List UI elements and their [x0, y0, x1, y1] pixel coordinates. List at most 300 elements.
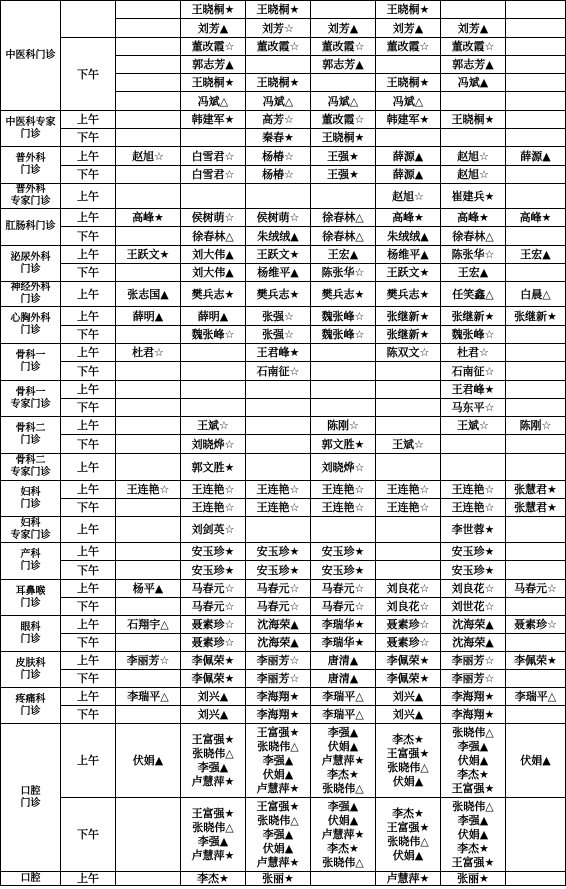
doctor-cell: 李佩荣★ — [376, 652, 441, 670]
schedule-row — [1, 166, 566, 184]
session-label-cell: 上午 — [61, 184, 116, 209]
schedule-row — [1, 282, 566, 307]
doctor-cell: 唐清▲ — [311, 670, 376, 688]
doctor-name: 王富强★ — [386, 746, 430, 760]
doctor-cell — [376, 561, 441, 580]
session-label-cell: 上午 — [61, 481, 116, 499]
doctor-cell — [116, 543, 181, 561]
doctor-cell: 董改霞☆ — [181, 38, 246, 56]
doctor-cell: 王晓桐★ — [376, 1, 441, 19]
session-label-cell: 下午 — [61, 634, 116, 652]
doctor-cell — [376, 56, 441, 74]
session-label-cell: 下午 — [61, 38, 116, 111]
dept-label-line: 口腔 — [20, 872, 41, 884]
doctor-cell — [116, 19, 181, 38]
doctor-cell: 张丽★ — [441, 872, 506, 886]
doctor-cell: 陈双文☆ — [376, 344, 441, 362]
doctor-name: 卢慧萍★ — [191, 848, 235, 862]
dept-cell — [1, 517, 61, 543]
doctor-cell — [181, 798, 246, 872]
dept-label-line: 中医科门诊 — [5, 49, 56, 61]
doctor-cell: 杨椿☆ — [246, 147, 311, 166]
doctor-name: 李强▲ — [457, 739, 489, 753]
dept-label-line: 骨科二 — [15, 455, 46, 466]
doctor-cell: 樊兵志★ — [246, 282, 311, 307]
dept-label-line: 骨科一 — [15, 350, 46, 361]
doctor-cell — [116, 670, 181, 688]
doctor-cell: 刘芳▲ — [181, 19, 246, 38]
schedule-row — [1, 307, 566, 326]
doctor-cell — [506, 543, 566, 561]
schedule-body — [1, 1, 566, 886]
doctor-cell — [506, 326, 566, 344]
session-label-cell: 下午 — [61, 264, 116, 282]
dept-cell — [1, 344, 61, 381]
dept-cell — [1, 184, 61, 209]
doctor-cell — [246, 798, 311, 872]
schedule-row — [1, 38, 566, 56]
doctor-cell: 王晓桐★ — [311, 129, 376, 147]
doctor-cell — [116, 129, 181, 147]
doctor-cell: 李丽芳☆ — [246, 670, 311, 688]
dept-cell — [1, 652, 61, 688]
schedule-row — [1, 326, 566, 344]
dept-cell — [1, 688, 61, 724]
doctor-cell: 王连艳☆ — [376, 499, 441, 517]
doctor-cell — [311, 362, 376, 381]
session-label-cell: 下午 — [61, 326, 116, 344]
schedule-row — [1, 561, 566, 580]
doctor-cell — [116, 184, 181, 209]
doctor-cell — [506, 381, 566, 399]
doctor-cell: 王强★ — [311, 166, 376, 184]
doctor-cell: 李海翔★ — [441, 688, 506, 706]
doctor-cell: 沈海荣▲ — [441, 616, 506, 634]
doctor-cell — [376, 399, 441, 417]
doctor-cell — [116, 561, 181, 580]
schedule-row — [1, 616, 566, 634]
doctor-cell: 魏张峰☆ — [441, 326, 506, 344]
doctor-cell: 聂素珍☆ — [181, 616, 246, 634]
doctor-cell: 聂素珍☆ — [181, 634, 246, 652]
session-label-cell: 上午 — [61, 282, 116, 307]
doctor-cell — [506, 561, 566, 580]
doctor-cell: 王晓桐★ — [376, 74, 441, 92]
doctor-cell: 郭志芳▲ — [181, 56, 246, 74]
doctor-cell: 冯斌△ — [246, 92, 311, 111]
doctor-name: 张晓伟△ — [452, 725, 494, 739]
dept-label-line: 门诊 — [20, 633, 41, 645]
doctor-cell — [376, 417, 441, 435]
doctor-cell: 张丽★ — [246, 872, 311, 886]
session-label-cell: 下午 — [61, 435, 116, 454]
doctor-cell: 张志国▲ — [116, 282, 181, 307]
doctor-cell: 陈刚☆ — [506, 417, 566, 435]
schedule-row — [1, 147, 566, 166]
doctor-cell: 王连艳☆ — [116, 481, 181, 499]
doctor-cell: 李丽芳☆ — [441, 652, 506, 670]
doctor-cell: 郭文胜★ — [311, 435, 376, 454]
doctor-cell — [441, 1, 506, 19]
doctor-cell — [116, 74, 181, 92]
doctor-cell: 董改霞☆ — [311, 111, 376, 129]
doctor-cell: 安玉珍★ — [181, 561, 246, 580]
doctor-cell — [311, 798, 376, 872]
doctor-cell: 白雪君☆ — [181, 166, 246, 184]
doctor-cell — [116, 454, 181, 481]
session-label-cell: 下午 — [61, 362, 116, 381]
doctor-name: 伏娟▲ — [327, 739, 359, 753]
doctor-cell — [181, 184, 246, 209]
doctor-cell — [246, 454, 311, 481]
doctor-cell: 张继新★ — [376, 326, 441, 344]
doctor-name: 王富强★ — [386, 820, 430, 834]
doctor-name: 王富强★ — [451, 781, 495, 795]
doctor-name: 李强▲ — [197, 760, 229, 774]
doctor-cell: 唐清▲ — [311, 652, 376, 670]
doctor-cell: 樊兵志★ — [181, 282, 246, 307]
schedule-row — [1, 652, 566, 670]
dept-label-line: 心胸外科 — [10, 313, 51, 324]
doctor-cell: 高峰★ — [506, 209, 566, 227]
doctor-cell — [181, 344, 246, 362]
doctor-cell: 李瑞平△ — [116, 688, 181, 706]
doctor-cell: 杜君☆ — [116, 344, 181, 362]
schedule-row — [1, 264, 566, 282]
doctor-cell — [116, 166, 181, 184]
doctor-cell: 李杰★ — [181, 872, 246, 886]
doctor-name: 伏娟▲ — [457, 827, 489, 841]
session-label-cell: 下午 — [61, 598, 116, 616]
dept-label-line: 口腔 — [20, 785, 41, 797]
doctor-cell — [116, 92, 181, 111]
doctor-cell — [441, 798, 506, 872]
doctor-cell: 马东平☆ — [441, 399, 506, 417]
doctor-cell — [311, 184, 376, 209]
schedule-row — [1, 381, 566, 399]
doctor-cell — [116, 111, 181, 129]
doctor-cell: 刘兴▲ — [181, 706, 246, 724]
doctor-name: 李杰★ — [392, 806, 424, 820]
doctor-cell — [181, 129, 246, 147]
doctor-cell: 王连艳☆ — [246, 481, 311, 499]
schedule-row — [1, 417, 566, 435]
session-label-cell: 下午 — [61, 561, 116, 580]
doctor-name: 李杰★ — [392, 732, 424, 746]
dept-label-line: 门诊 — [20, 797, 41, 809]
dept-label-line: 门诊 — [20, 705, 41, 717]
doctor-cell — [311, 74, 376, 92]
doctor-cell — [311, 872, 376, 886]
doctor-cell: 董改霞☆ — [311, 38, 376, 56]
doctor-cell — [506, 166, 566, 184]
doctor-cell: 李海翔★ — [246, 706, 311, 724]
session-label-cell: 上午 — [61, 872, 116, 886]
doctor-cell: 魏张峰☆ — [181, 326, 246, 344]
doctor-cell: 聂素珍☆ — [376, 634, 441, 652]
doctor-cell — [506, 38, 566, 56]
doctor-cell: 秦春★ — [246, 129, 311, 147]
doctor-cell — [246, 417, 311, 435]
doctor-cell — [116, 417, 181, 435]
doctor-cell: 高芳☆ — [246, 111, 311, 129]
doctor-cell: 赵旭☆ — [116, 147, 181, 166]
doctor-name: 张晓伟△ — [192, 820, 234, 834]
doctor-cell: 侯树萌☆ — [181, 209, 246, 227]
doctor-cell: 刘芳▲ — [376, 19, 441, 38]
dept-label-line: 泌尿外科 — [10, 251, 51, 263]
doctor-cell: 石南征☆ — [441, 362, 506, 381]
doctor-name: 李强▲ — [262, 753, 294, 767]
dept-cell — [1, 209, 61, 246]
doctor-cell: 伏娟▲ — [116, 724, 181, 798]
doctor-cell: 薛明▲ — [181, 307, 246, 326]
doctor-cell: 白晨△ — [506, 282, 566, 307]
session-label-cell: 下午 — [61, 399, 116, 417]
doctor-cell: 赵旭☆ — [441, 166, 506, 184]
doctor-cell: 薛源▲ — [376, 147, 441, 166]
doctor-name: 李杰★ — [327, 841, 359, 855]
doctor-cell — [441, 435, 506, 454]
doctor-cell — [506, 344, 566, 362]
doctor-cell: 王连艳☆ — [181, 481, 246, 499]
doctor-cell: 刘兴▲ — [181, 688, 246, 706]
doctor-name: 张晓伟△ — [387, 760, 429, 774]
doctor-cell: 王宏▲ — [311, 246, 376, 264]
doctor-name: 张晓伟△ — [257, 813, 299, 827]
doctor-cell — [116, 872, 181, 886]
doctor-cell: 刘大伟▲ — [181, 264, 246, 282]
doctor-cell — [116, 399, 181, 417]
doctor-name: 卢慧萍★ — [321, 753, 365, 767]
doctor-cell — [376, 129, 441, 147]
doctor-cell: 王跃文★ — [246, 246, 311, 264]
doctor-cell: 刘大伟▲ — [181, 246, 246, 264]
doctor-cell: 王君峰★ — [441, 381, 506, 399]
dept-label-line: 眼科 — [20, 621, 41, 633]
doctor-name: 张晓伟△ — [387, 834, 429, 848]
schedule-row — [1, 227, 566, 246]
doctor-cell: 王斌☆ — [376, 435, 441, 454]
doctor-cell: 冯斌△ — [376, 92, 441, 111]
doctor-name: 李杰★ — [457, 767, 489, 781]
doctor-cell: 王晓桐★ — [246, 1, 311, 19]
session-label-cell: 上午 — [61, 652, 116, 670]
doctor-cell: 李瑞平△ — [506, 688, 566, 706]
doctor-name: 张晓伟△ — [257, 739, 299, 753]
doctor-cell — [311, 517, 376, 543]
dept-label-line: 门诊 — [20, 263, 41, 275]
doctor-cell: 张继新★ — [506, 307, 566, 326]
doctor-cell — [506, 517, 566, 543]
doctor-cell — [116, 634, 181, 652]
schedule-row — [1, 111, 566, 129]
doctor-cell: 高峰★ — [441, 209, 506, 227]
doctor-cell: 魏张峰☆ — [311, 326, 376, 344]
doctor-cell: 刘晓烨☆ — [181, 435, 246, 454]
doctor-cell — [116, 499, 181, 517]
doctor-cell — [181, 381, 246, 399]
doctor-cell — [246, 517, 311, 543]
schedule-row — [1, 399, 566, 417]
doctor-cell: 李佩荣★ — [506, 652, 566, 670]
doctor-cell: 冯斌△ — [311, 92, 376, 111]
session-label-cell: 下午 — [61, 706, 116, 724]
doctor-cell: 王宏▲ — [441, 264, 506, 282]
doctor-cell — [181, 399, 246, 417]
doctor-cell: 安玉珍★ — [246, 543, 311, 561]
doctor-cell: 樊兵志★ — [376, 282, 441, 307]
dept-label-line: 耳鼻喉 — [15, 585, 46, 597]
doctor-cell — [506, 227, 566, 246]
dept-label-line: 神经外科 — [10, 282, 51, 293]
doctor-cell: 刘世花☆ — [441, 598, 506, 616]
schedule-row — [1, 129, 566, 147]
doctor-cell: 杨平▲ — [116, 580, 181, 598]
doctor-cell — [311, 724, 376, 798]
schedule-row — [1, 1, 566, 19]
schedule-row — [1, 872, 566, 886]
doctor-name: 伏娟▲ — [262, 767, 294, 781]
doctor-cell — [506, 435, 566, 454]
doctor-cell: 李瑞华★ — [311, 634, 376, 652]
dept-label-line: 门诊 — [20, 294, 41, 305]
doctor-cell — [116, 706, 181, 724]
doctor-cell: 高峰★ — [376, 209, 441, 227]
doctor-name: 张晓伟△ — [452, 799, 494, 813]
session-label-cell: 下午 — [61, 798, 116, 872]
dept-cell — [1, 616, 61, 652]
session-label-cell: 上午 — [61, 246, 116, 264]
dept-cell — [1, 543, 61, 580]
doctor-cell: 陈刚☆ — [311, 417, 376, 435]
dept-label-line: 门诊 — [20, 165, 41, 176]
doctor-name: 李强▲ — [262, 827, 294, 841]
doctor-cell: 李瑞平△ — [311, 688, 376, 706]
doctor-cell: 王晓桐★ — [441, 111, 506, 129]
doctor-name: 卢慧萍★ — [191, 774, 235, 788]
schedule-row — [1, 706, 566, 724]
session-label-cell: 上午 — [61, 454, 116, 481]
schedule-row — [1, 724, 566, 798]
dept-label-line: 肛肠科门诊 — [5, 221, 56, 232]
doctor-cell: 赵旭☆ — [441, 147, 506, 166]
schedule-row — [1, 798, 566, 872]
doctor-cell: 朱绒绒▲ — [246, 227, 311, 246]
doctor-cell: 郭志芳▲ — [441, 56, 506, 74]
doctor-cell: 张慧君★ — [506, 499, 566, 517]
doctor-cell — [311, 399, 376, 417]
doctor-cell: 王跃文★ — [116, 246, 181, 264]
doctor-cell: 马春元☆ — [246, 580, 311, 598]
doctor-cell: 董改霞☆ — [376, 38, 441, 56]
doctor-cell: 刘芳▲ — [311, 19, 376, 38]
doctor-cell — [246, 724, 311, 798]
doctor-cell — [376, 381, 441, 399]
doctor-cell — [116, 326, 181, 344]
doctor-cell — [181, 724, 246, 798]
doctor-cell: 李丽芳☆ — [246, 652, 311, 670]
doctor-cell: 薛源▲ — [376, 166, 441, 184]
dept-label-line: 门诊 — [20, 325, 41, 336]
doctor-cell: 王连艳☆ — [311, 499, 376, 517]
doctor-cell: 刘兴▲ — [376, 706, 441, 724]
dept-label-line: 产科 — [20, 549, 41, 560]
doctor-cell: 张继新★ — [441, 307, 506, 326]
doctor-cell: 韩建军★ — [376, 111, 441, 129]
doctor-name: 张晓伟△ — [322, 781, 364, 795]
doctor-cell: 徐春林△ — [181, 227, 246, 246]
doctor-name: 张晓伟△ — [192, 746, 234, 760]
dept-label-line: 妇科 — [20, 517, 41, 529]
doctor-cell: 李佩荣★ — [181, 670, 246, 688]
doctor-cell: 卢慧萍★ — [376, 872, 441, 886]
doctor-cell: 马春元☆ — [181, 580, 246, 598]
doctor-cell — [116, 798, 181, 872]
doctor-cell: 冯斌▲ — [441, 74, 506, 92]
doctor-cell: 徐春林△ — [441, 227, 506, 246]
doctor-cell: 陈张华☆ — [441, 246, 506, 264]
doctor-cell: 董改霞☆ — [441, 38, 506, 56]
doctor-cell: 李佩荣★ — [376, 670, 441, 688]
doctor-cell — [246, 381, 311, 399]
doctor-cell: 高峰★ — [116, 209, 181, 227]
doctor-cell: 安玉珍★ — [441, 561, 506, 580]
session-label-cell — [61, 1, 116, 38]
doctor-cell: 王君峰★ — [246, 344, 311, 362]
schedule-row — [1, 517, 566, 543]
doctor-cell: 王晓桐★ — [246, 74, 311, 92]
doctor-cell: 安玉珍★ — [311, 543, 376, 561]
doctor-name: 卢慧萍★ — [321, 827, 365, 841]
doctor-cell: 李海翔★ — [441, 706, 506, 724]
dept-cell — [1, 481, 61, 517]
doctor-cell — [116, 38, 181, 56]
doctor-name: 卢慧萍★ — [256, 781, 300, 795]
doctor-cell: 刘兴▲ — [376, 688, 441, 706]
doctor-cell: 冯斌△ — [181, 92, 246, 111]
doctor-cell — [506, 798, 566, 872]
doctor-cell: 刘剑英☆ — [181, 517, 246, 543]
doctor-cell — [116, 227, 181, 246]
doctor-cell: 刘芳▲ — [441, 19, 506, 38]
doctor-cell — [506, 56, 566, 74]
doctor-cell: 李世蓉★ — [441, 517, 506, 543]
doctor-cell — [506, 264, 566, 282]
doctor-cell: 杨椿☆ — [246, 166, 311, 184]
doctor-cell — [116, 56, 181, 74]
schedule-row — [1, 184, 566, 209]
doctor-cell: 马春元☆ — [506, 580, 566, 598]
doctor-cell: 石翔宇△ — [116, 616, 181, 634]
dept-cell — [1, 580, 61, 616]
doctor-name: 李强▲ — [327, 799, 359, 813]
doctor-cell: 杜君☆ — [441, 344, 506, 362]
doctor-cell: 王连艳☆ — [441, 499, 506, 517]
schedule-row — [1, 499, 566, 517]
dept-cell — [1, 724, 61, 872]
session-label-cell: 上午 — [61, 724, 116, 798]
doctor-cell — [506, 399, 566, 417]
doctor-cell — [246, 399, 311, 417]
dept-label-line: 门诊 — [20, 362, 41, 373]
doctor-cell: 王连艳☆ — [441, 481, 506, 499]
doctor-cell: 王斌☆ — [441, 417, 506, 435]
session-label-cell: 上午 — [61, 417, 116, 435]
doctor-cell: 李佩荣★ — [181, 652, 246, 670]
schedule-row — [1, 580, 566, 598]
doctor-cell — [376, 798, 441, 872]
